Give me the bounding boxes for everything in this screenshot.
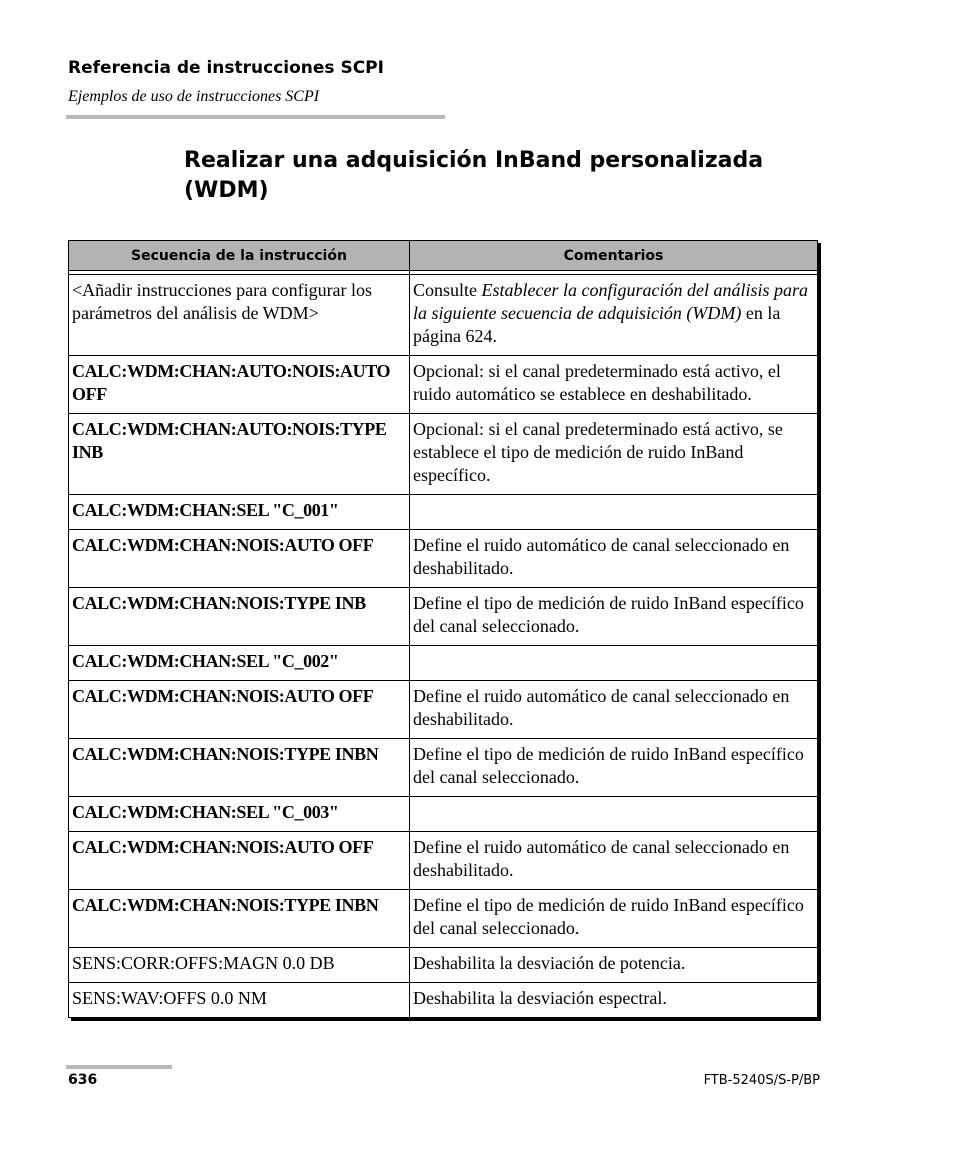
running-header-title: Referencia de instrucciones SCPI xyxy=(68,58,384,78)
instruction-table-wrapper xyxy=(68,240,820,1018)
table-row xyxy=(69,739,818,797)
table-row xyxy=(69,797,818,832)
column-header-sequence: Secuencia de la instrucción xyxy=(69,241,410,271)
product-model: FTB-5240S/S-P/BP xyxy=(703,1073,820,1088)
table-row xyxy=(69,495,818,530)
table-row xyxy=(69,948,818,983)
command-cell: CALC:WDM:CHAN:SEL "C_002" xyxy=(69,646,410,681)
table-row xyxy=(69,681,818,739)
command-cell: CALC:WDM:CHAN:SEL "C_001" xyxy=(69,495,410,530)
header-rule xyxy=(66,115,445,119)
comment-cell: Define el ruido automático de canal seleccionado en deshabilitado. xyxy=(410,832,818,890)
table-row xyxy=(69,588,818,646)
command-cell: CALC:WDM:CHAN:NOIS:TYPE INBN xyxy=(69,739,410,797)
section-title-line2: (WDM) xyxy=(184,178,269,203)
comment-prefix: Consulte xyxy=(413,280,482,300)
comment-cell: Opcional: si el canal predeterminado está activo, se establece el tipo de medición de ruido InBand específico. xyxy=(410,414,818,495)
comment-cell: Define el tipo de medición de ruido InBand específico del canal seleccionado. xyxy=(410,739,818,797)
command-cell: CALC:WDM:CHAN:NOIS:AUTO OFF xyxy=(69,832,410,890)
page-number: 636 xyxy=(68,1072,98,1088)
table-row xyxy=(69,646,818,681)
comment-cell: Deshabilita la desviación de potencia. xyxy=(410,948,818,983)
running-header-subtitle: Ejemplos de uso de instrucciones SCPI xyxy=(68,88,320,105)
table-row xyxy=(69,275,818,356)
command-cell: CALC:WDM:CHAN:NOIS:TYPE INBN xyxy=(69,890,410,948)
command-cell: CALC:WDM:CHAN:NOIS:AUTO OFF xyxy=(69,530,410,588)
command-cell: SENS:CORR:OFFS:MAGN 0.0 DB xyxy=(69,948,410,983)
table-row xyxy=(69,530,818,588)
comment-cell xyxy=(410,797,818,832)
table-row xyxy=(69,356,818,414)
table-header-row xyxy=(69,241,818,271)
column-header-comments: Comentarios xyxy=(410,241,818,271)
footer-rule xyxy=(66,1065,172,1069)
comment-cell: Define el ruido automático de canal seleccionado en deshabilitado. xyxy=(410,530,818,588)
command-cell: CALC:WDM:CHAN:NOIS:TYPE INB xyxy=(69,588,410,646)
comment-cell: Define el ruido automático de canal seleccionado en deshabilitado. xyxy=(410,681,818,739)
comment-cell: Opcional: si el canal predeterminado está activo, el ruido automático se establece en deshabilitado. xyxy=(410,356,818,414)
command-cell: CALC:WDM:CHAN:AUTO:NOIS:AUTO OFF xyxy=(69,356,410,414)
table-row xyxy=(69,414,818,495)
comment-suffix: en la página 624. xyxy=(413,303,781,346)
command-cell: CALC:WDM:CHAN:SEL "C_003" xyxy=(69,797,410,832)
comment-cell xyxy=(410,275,818,356)
comment-cell xyxy=(410,646,818,681)
command-cell: SENS:WAV:OFFS 0.0 NM xyxy=(69,983,410,1018)
comment-cell: Deshabilita la desviación espectral. xyxy=(410,983,818,1018)
section-title xyxy=(184,146,844,206)
cross-reference-link[interactable]: Establecer la configuración del análisis para la siguiente secuencia de adquisición (WDM) xyxy=(413,280,808,323)
comment-cell: Define el tipo de medición de ruido InBand específico del canal seleccionado. xyxy=(410,890,818,948)
instruction-table xyxy=(68,240,818,1018)
command-cell: CALC:WDM:CHAN:NOIS:AUTO OFF xyxy=(69,681,410,739)
comment-cell: Define el tipo de medición de ruido InBand específico del canal seleccionado. xyxy=(410,588,818,646)
command-cell: CALC:WDM:CHAN:AUTO:NOIS:TYPE INB xyxy=(69,414,410,495)
section-title-line1: Realizar una adquisición InBand personalizada xyxy=(184,148,764,173)
comment-cell xyxy=(410,495,818,530)
command-cell: <Añadir instrucciones para configurar los parámetros del análisis de WDM> xyxy=(69,275,410,356)
table-row xyxy=(69,890,818,948)
table-row xyxy=(69,832,818,890)
table-row xyxy=(69,983,818,1018)
